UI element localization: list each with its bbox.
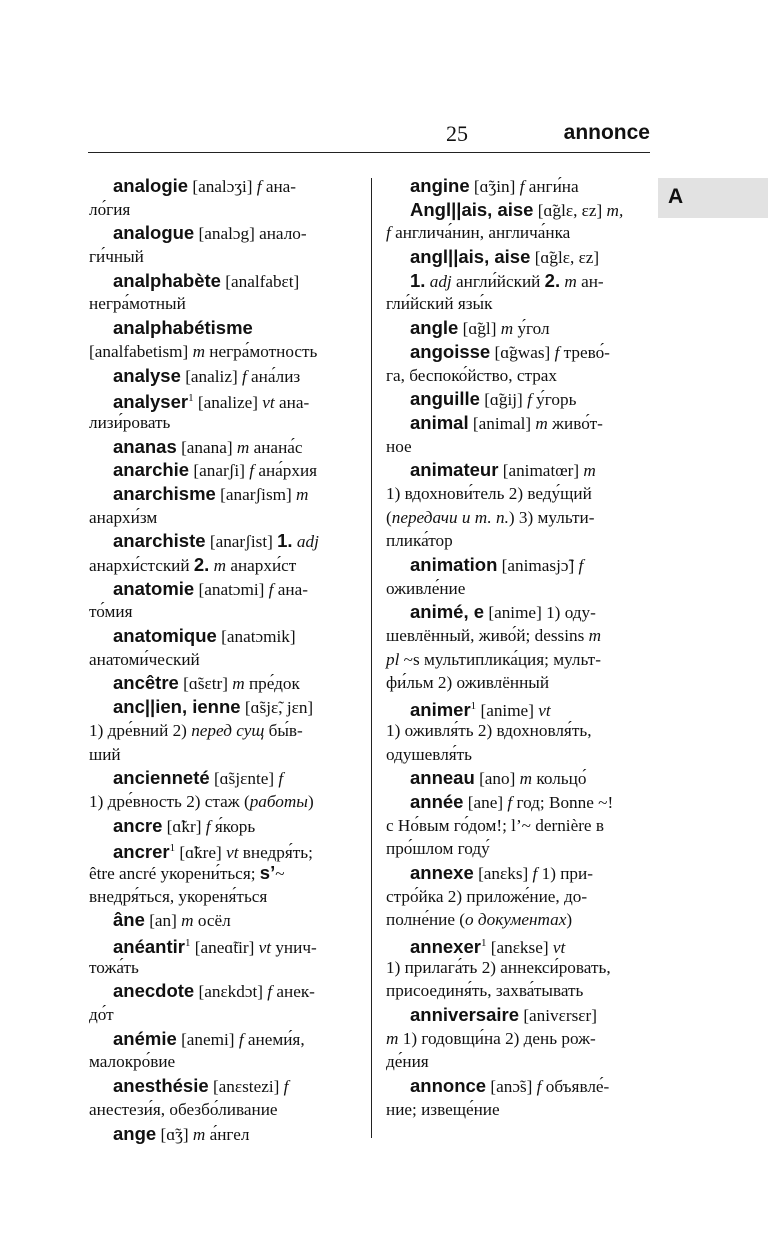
dictionary-line	[89, 979, 353, 1003]
entry-headword: animé, e	[410, 601, 485, 623]
dictionary-line	[386, 292, 650, 316]
entry-text: негра́мотный	[89, 294, 186, 314]
entry-headword: 2.	[193, 554, 210, 575]
dictionary-line	[386, 529, 650, 553]
grammar-label: передачи и т. п.	[391, 507, 509, 527]
entry-text: унич-	[271, 938, 317, 957]
entry-headword: analyse	[113, 364, 181, 386]
entry-headword: s’	[259, 861, 276, 883]
grammar-label: vt	[552, 938, 566, 957]
entry-headword: analogie	[113, 175, 189, 196]
entry-headword: anatomie	[113, 577, 195, 599]
dictionary-line	[386, 482, 650, 506]
entry-text: [ɑ̃sɛtr]	[178, 674, 233, 694]
entry-text: у́гол	[513, 319, 550, 339]
grammar-label: работы	[249, 791, 308, 811]
entry-text: гли́йский язы́к	[386, 294, 493, 314]
grammar-label: m	[583, 461, 596, 481]
dictionary-line	[386, 814, 650, 838]
dictionary-line	[386, 269, 650, 293]
entry-text: [anɛstezi]	[208, 1077, 284, 1097]
entry-text: [ɑ̃sjɛ̃, jɛn]	[240, 698, 314, 718]
entry-text: анархи́ст	[226, 556, 297, 575]
grammar-label: f	[532, 863, 538, 883]
entry-text: [aneɑ̃tir]	[190, 938, 259, 957]
dictionary-line	[89, 1050, 353, 1074]
dictionary-line	[89, 956, 353, 980]
dictionary-line	[386, 458, 650, 482]
dictionary-line	[89, 600, 353, 624]
entry-text: внедря́ть;	[238, 843, 313, 863]
entry-text: анана́с	[249, 437, 303, 457]
grammar-label: m	[192, 1124, 206, 1144]
dictionary-line	[386, 766, 650, 790]
entry-headword: anarchisme	[113, 482, 216, 504]
entry-text: живо́т-	[547, 413, 603, 433]
entry-headword: analphabétisme	[113, 317, 253, 339]
dictionary-line	[386, 719, 650, 743]
entry-text: [an]	[144, 911, 182, 931]
grammar-label: vt	[258, 938, 272, 957]
guide-word: annonce	[563, 121, 650, 144]
dictionary-line	[89, 648, 353, 672]
grammar-label: f	[278, 769, 284, 789]
dictionary-line	[89, 245, 353, 269]
grammar-label: f	[267, 982, 273, 1002]
dictionary-line	[386, 340, 650, 364]
grammar-label: m	[588, 626, 602, 646]
entry-text: негра́мотность	[204, 341, 318, 361]
entry-text: 1) прилага́ть 2) аннекси́ровать,	[386, 957, 611, 977]
entry-text: бы́в-	[264, 720, 303, 740]
entry-headword: animation	[410, 554, 498, 575]
dictionary-line	[386, 837, 650, 861]
entry-text: ана́лиз	[246, 366, 301, 386]
entry-headword: angle	[410, 317, 459, 339]
grammar-label: m	[192, 341, 205, 361]
dictionary-line	[89, 269, 353, 293]
entry-text: [analfabetism]	[89, 341, 193, 361]
entry-headword: anéantir	[113, 936, 185, 957]
grammar-label: m	[213, 556, 227, 575]
entry-text: ~s мультиплика́ция; мульт-	[399, 649, 601, 669]
entry-headword: ancienneté	[113, 767, 210, 789]
entry-text: [animasjɔ̃]	[497, 556, 579, 575]
entry-text: лизи́ровать	[89, 412, 171, 432]
dictionary-line	[89, 482, 353, 506]
dictionary-line	[386, 908, 650, 932]
dictionary-line	[89, 292, 353, 316]
dictionary-line	[386, 1027, 650, 1051]
entry-headword: 1.	[410, 269, 426, 291]
conjugation-marker: 1	[480, 937, 487, 949]
entry-text: [anatɔmi]	[194, 579, 269, 599]
entry-text: [ane]	[463, 792, 508, 812]
entry-text: )	[307, 791, 314, 811]
right-column	[386, 174, 650, 1122]
entry-text: [anime] 1) оду-	[484, 603, 596, 623]
entry-text: [ɑ̃ʒin]	[469, 177, 520, 196]
dictionary-line	[89, 316, 353, 340]
entry-headword: anesthésie	[113, 1075, 209, 1097]
entry-text: ана-	[261, 177, 297, 196]
entry-text: объявле́-	[541, 1077, 610, 1097]
entry-text: ло́гия	[89, 199, 131, 219]
dictionary-line	[386, 790, 650, 814]
entry-text: [animatœr]	[498, 461, 584, 481]
entry-text: шевлённый, живо́й; dessins	[386, 626, 589, 646]
entry-text: [anɛks]	[473, 863, 533, 883]
entry-text: ное	[386, 436, 412, 456]
grammar-label: f	[578, 556, 584, 575]
entry-text: 1) вдохнови́тель 2) веду́щий	[386, 483, 592, 503]
entry-text: [ɑ̃sjɛnte]	[209, 769, 279, 789]
grammar-label: m	[296, 484, 309, 504]
entry-text: до́т	[89, 1005, 114, 1025]
entry-text: [analiz]	[180, 366, 242, 386]
entry-headword: annonce	[410, 1075, 487, 1097]
entry-text: (	[386, 507, 392, 527]
entry-text: присоединя́ть, захва́тывать	[386, 981, 584, 1001]
grammar-label: adj	[296, 532, 319, 552]
entry-text: пре́док	[244, 674, 300, 694]
entry-headword: ananas	[113, 435, 177, 457]
dictionary-line	[386, 600, 650, 624]
entry-text: [anɛkdɔt]	[194, 982, 268, 1002]
entry-headword: analyser	[113, 391, 189, 413]
dictionary-line	[89, 719, 353, 743]
entry-headword: anguille	[410, 388, 480, 410]
dictionary-line	[89, 932, 353, 956]
entry-text: [animal]	[468, 413, 536, 433]
dictionary-line	[386, 506, 650, 530]
dictionary-line	[89, 364, 353, 388]
dictionary-line	[89, 1027, 353, 1051]
dictionary-line	[89, 790, 353, 814]
grammar-label: m,	[606, 200, 624, 220]
entry-headword: 2.	[544, 269, 561, 291]
dictionary-line	[386, 885, 650, 909]
dictionary-line	[89, 577, 353, 601]
entry-text: [ɑ̃glɛ, ɛz]	[533, 200, 607, 220]
entry-text: а́нгел	[205, 1124, 250, 1144]
entry-text: анеми́я,	[243, 1029, 305, 1049]
entry-text: стро́йка 2) приложе́ние, до-	[386, 886, 588, 906]
dictionary-line	[89, 885, 353, 909]
entry-text: [ɑ̃ʒ]	[156, 1124, 193, 1144]
entry-headword: ancrer	[113, 841, 170, 863]
entry-text: англича́нин, англича́нка	[390, 223, 571, 243]
dictionary-line	[89, 411, 353, 435]
dictionary-line	[386, 221, 650, 245]
entry-text: год; Bonne ~!	[512, 792, 614, 812]
dictionary-line	[386, 1074, 650, 1098]
dictionary-line	[386, 1098, 650, 1122]
entry-text: у́горь	[531, 390, 577, 410]
entry-text: [ɑ̃kre]	[175, 843, 227, 863]
entry-headword: ancre	[113, 814, 163, 836]
grammar-label: vt	[262, 393, 275, 413]
entry-text: [anivɛrsɛr]	[519, 1006, 597, 1026]
dictionary-line	[386, 364, 650, 388]
entry-text: тожа́ть	[89, 957, 139, 977]
dictionary-line	[89, 908, 353, 932]
entry-text: être ancré укорени́ться;	[89, 863, 260, 883]
entry-headword: anarchie	[113, 459, 190, 481]
grammar-label: f	[527, 390, 532, 410]
grammar-label: m	[232, 674, 245, 694]
entry-headword: 1.	[277, 530, 293, 552]
entry-text: то́мия	[89, 602, 133, 622]
grammar-label: f	[205, 816, 211, 836]
dictionary-line	[386, 435, 650, 459]
entry-text: [analɔʒi]	[188, 177, 257, 196]
entry-headword: animal	[410, 411, 469, 433]
dictionary-line	[386, 1050, 650, 1074]
entry-text: плика́тор	[386, 531, 453, 551]
dictionary-line	[386, 577, 650, 601]
entry-text: [anana]	[176, 437, 237, 457]
entry-text: [analfabɛt]	[220, 271, 300, 291]
entry-text: анги́на	[524, 177, 579, 196]
dictionary-line	[386, 1003, 650, 1027]
entry-headword: animateur	[410, 459, 499, 481]
entry-text: анатоми́ческий	[89, 649, 200, 669]
entry-text: [anime]	[476, 701, 539, 721]
entry-text: [ɑ̃gl]	[458, 319, 501, 339]
dictionary-line	[89, 221, 353, 245]
grammar-label: vt	[538, 701, 551, 721]
entry-text: [ɑ̃kr]	[162, 816, 206, 836]
entry-text: [analize]	[193, 393, 263, 413]
grammar-label: f	[507, 792, 513, 812]
entry-text: [anarʃism]	[215, 484, 297, 504]
entry-text: [anatɔmik]	[216, 627, 296, 647]
dictionary-line	[89, 174, 353, 198]
entry-text: кольцо́	[532, 769, 587, 789]
grammar-label: m	[564, 271, 577, 291]
entry-text: внедря́ться, укореня́ться	[89, 886, 268, 906]
entry-headword: angine	[410, 175, 470, 196]
entry-text: )	[566, 910, 573, 930]
entry-text: [analɔg] анало-	[194, 224, 307, 244]
dictionary-line	[89, 743, 353, 767]
entry-headword: ange	[113, 1122, 157, 1144]
dictionary-line	[89, 340, 353, 364]
entry-text: ана́рхия	[254, 461, 318, 481]
dictionary-line	[89, 671, 353, 695]
grammar-label: f	[536, 1077, 542, 1097]
entry-headword: année	[410, 790, 464, 812]
entry-text: [ano]	[474, 769, 520, 789]
dictionary-line	[89, 861, 353, 885]
grammar-label: f	[386, 223, 391, 243]
entry-text: [anarʃi]	[189, 461, 250, 481]
dictionary-line	[386, 174, 650, 198]
grammar-label: m	[519, 769, 533, 789]
entry-text: про́шлом году́	[386, 839, 490, 859]
dictionary-line	[89, 529, 353, 553]
entry-text: англи́йский	[451, 271, 545, 291]
dictionary-line	[89, 1074, 353, 1098]
grammar-label: f	[519, 177, 525, 196]
entry-text: де́ния	[386, 1052, 429, 1072]
dictionary-line	[89, 435, 353, 459]
entry-text: анархи́зм	[89, 507, 158, 527]
grammar-label: adj	[429, 271, 452, 291]
dictionary-line	[386, 671, 650, 695]
entry-headword: anneau	[410, 767, 475, 789]
dictionary-line	[386, 387, 650, 411]
entry-text: ние; извеще́ние	[386, 1099, 500, 1119]
entry-headword: anémie	[113, 1027, 177, 1049]
dictionary-line	[386, 743, 650, 767]
entry-text: 1) при-	[537, 863, 593, 883]
dictionary-line	[386, 932, 650, 956]
entry-text: оживле́ние	[386, 578, 466, 598]
column-divider	[371, 178, 372, 1138]
entry-text: [anɛkse]	[486, 938, 553, 957]
entry-headword: annexer	[410, 936, 481, 957]
page-header	[88, 118, 650, 153]
entry-text: с Но́вым го́дом!; l’~ dernière в	[386, 815, 604, 835]
page-number: 25	[446, 121, 468, 146]
entry-text: [ɑ̃gij]	[479, 390, 528, 410]
dictionary-line	[89, 458, 353, 482]
conjugation-marker: 1	[470, 700, 477, 713]
dictionary-line	[386, 648, 650, 672]
entry-text: фи́льм 2) оживлённый	[386, 673, 550, 693]
grammar-label: m	[500, 319, 514, 339]
dictionary-line	[386, 198, 650, 222]
dictionary-line	[386, 316, 650, 340]
entry-text: [anarʃist]	[205, 532, 278, 552]
entry-text: осёл	[193, 911, 231, 931]
grammar-label: m	[535, 413, 548, 433]
entry-headword: ancêtre	[113, 672, 179, 694]
dictionary-line	[89, 695, 353, 719]
entry-text: [ɑ̃gwas]	[490, 342, 555, 362]
entry-text: ана-	[273, 579, 308, 599]
entry-headword: analphabète	[113, 269, 221, 291]
dictionary-line	[89, 814, 353, 838]
grammar-label: f	[268, 579, 274, 599]
entry-text: анестези́я, обезбо́ливание	[89, 1099, 278, 1119]
entry-headword: animer	[410, 699, 471, 721]
dictionary-line	[89, 837, 353, 861]
entry-headword: anarchiste	[113, 530, 206, 552]
entry-text: ан-	[576, 271, 604, 291]
entry-text: одушевля́ть	[386, 744, 473, 764]
dictionary-line	[89, 198, 353, 222]
entry-headword: anecdote	[113, 980, 195, 1002]
dictionary-line	[89, 624, 353, 648]
grammar-label: f	[241, 366, 247, 386]
entry-text: анек-	[272, 982, 315, 1002]
conjugation-marker: 1	[188, 392, 194, 405]
entry-text: ший	[89, 744, 121, 764]
dictionary-line	[386, 695, 650, 719]
grammar-label: m	[181, 911, 194, 931]
dictionary-line	[89, 1098, 353, 1122]
entry-text: малокро́вие	[89, 1052, 176, 1072]
left-column	[89, 174, 353, 1145]
grammar-label: f	[238, 1029, 244, 1049]
dictionary-line	[89, 553, 353, 577]
dictionary-line	[386, 956, 650, 980]
grammar-label: m	[236, 437, 250, 457]
dictionary-line	[89, 1122, 353, 1146]
dictionary-line	[386, 411, 650, 435]
dictionary-line	[89, 506, 353, 530]
entry-text: [anɔ̃s]	[486, 1077, 537, 1097]
entry-headword: anniversaire	[410, 1004, 520, 1026]
entry-text: ~	[275, 863, 285, 883]
dictionary-line	[89, 766, 353, 790]
dictionary-line	[386, 979, 650, 1003]
entry-text: 1) годовщи́на 2) день рож-	[398, 1028, 596, 1048]
entry-text: [anemi]	[176, 1029, 239, 1049]
entry-text: га, беспоко́йство, страх	[386, 365, 558, 385]
entry-text: [ɑ̃glɛ, ɛz]	[530, 248, 600, 268]
dictionary-line	[89, 387, 353, 411]
entry-headword: anc||ien, ienne	[113, 696, 241, 718]
grammar-label: pl	[386, 649, 400, 669]
entry-text: ги́чный	[89, 247, 144, 267]
entry-text: 1) оживля́ть 2) вдохновля́ть,	[386, 720, 592, 740]
entry-headword: angl||ais, aise	[410, 246, 531, 268]
entry-headword: annexe	[410, 861, 474, 883]
entry-text: полне́ние (	[386, 910, 466, 930]
grammar-label: f	[256, 177, 262, 196]
entry-headword: âne	[113, 909, 145, 931]
entry-headword: angoisse	[410, 340, 491, 362]
entry-headword: Angl||ais, aise	[410, 198, 534, 220]
grammar-label: f	[554, 342, 560, 362]
entry-text: ) 3) мульти-	[508, 507, 595, 527]
grammar-label: f	[283, 1077, 289, 1097]
entry-text: анархи́стский	[89, 556, 194, 575]
entry-text: ана-	[274, 393, 310, 413]
thumb-index-tab	[658, 178, 768, 218]
grammar-label: f	[249, 461, 255, 481]
dictionary-line	[386, 624, 650, 648]
grammar-label: перед сущ	[191, 720, 265, 740]
entry-text: 1) дре́вний 2)	[89, 720, 192, 740]
entry-headword: anatomique	[113, 625, 217, 647]
dictionary-line	[386, 553, 650, 577]
entry-text: трево́-	[559, 342, 610, 362]
entry-headword: analogue	[113, 222, 195, 244]
dictionary-line	[386, 861, 650, 885]
dictionary-line	[386, 245, 650, 269]
grammar-label: vt	[226, 843, 239, 863]
thumb-index-letter: A	[668, 185, 684, 208]
conjugation-marker: 1	[184, 937, 191, 949]
dictionary-line	[89, 1003, 353, 1027]
conjugation-marker: 1	[169, 842, 176, 855]
entry-text: я́корь	[210, 816, 256, 836]
grammar-label: о документах	[465, 910, 567, 930]
entry-text: 1) дре́вность 2) стаж (	[89, 791, 250, 811]
grammar-label: m	[386, 1028, 399, 1048]
